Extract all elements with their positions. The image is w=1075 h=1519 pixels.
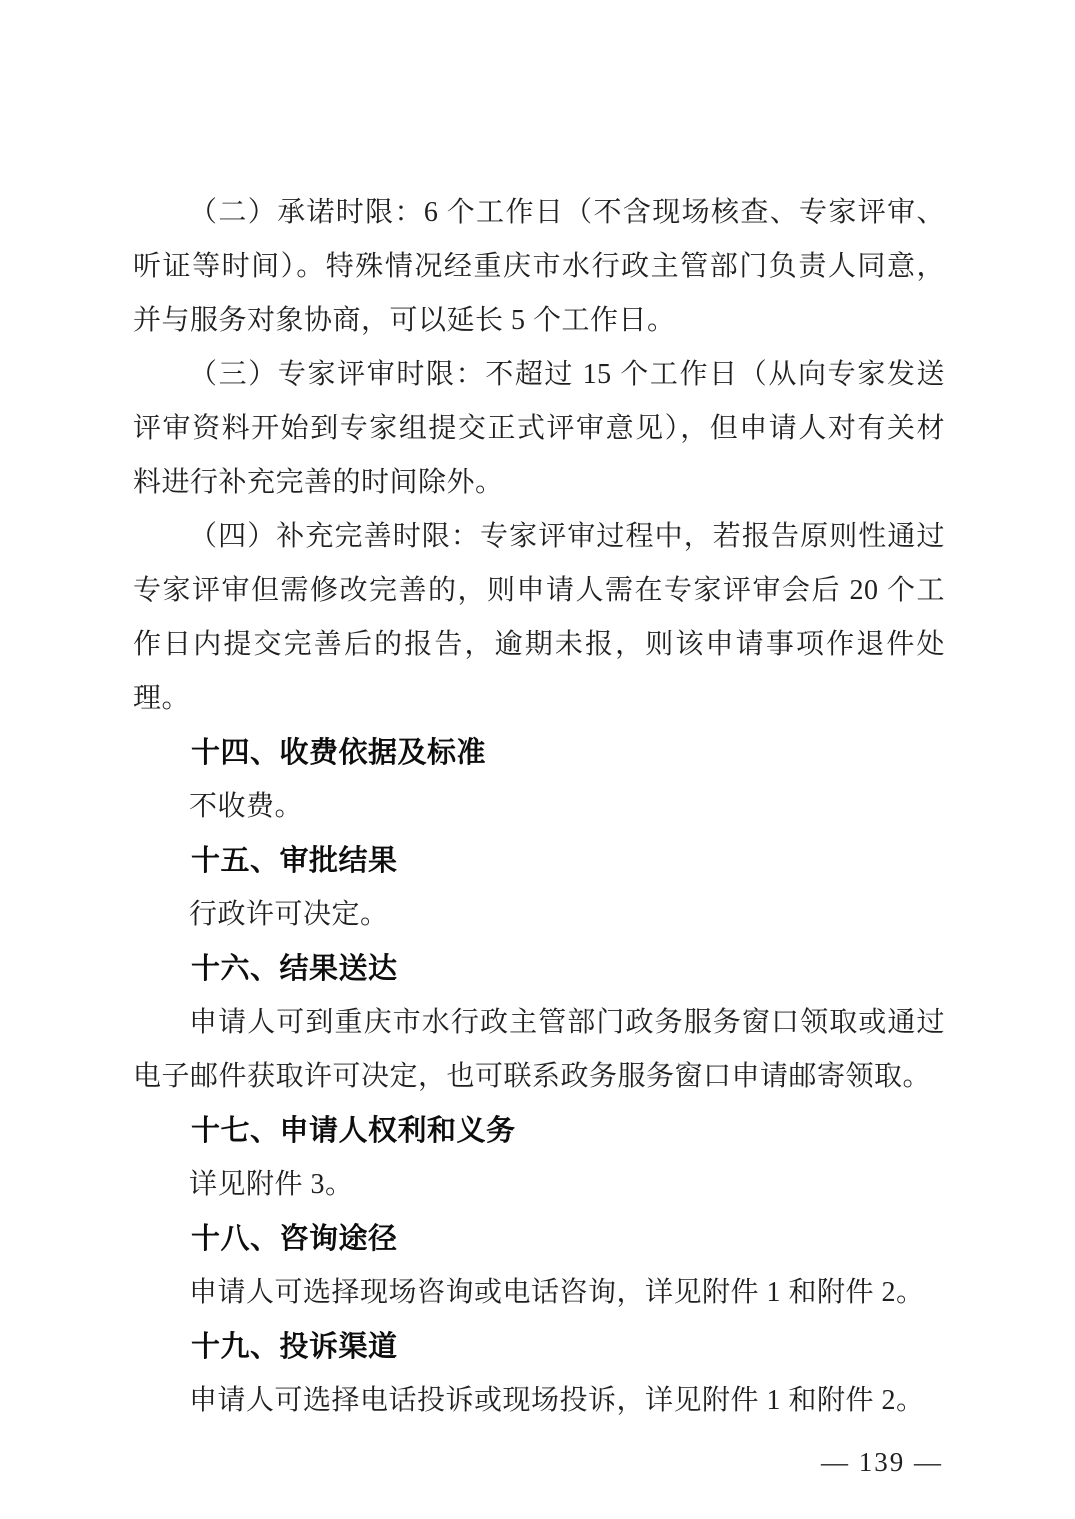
paragraph-commitment-deadline: （二）承诺时限：6 个工作日（不含现场核查、专家评审、听证等时间）。特殊情况经重庆市水行政主管部门负责人同意，并与服务对象协商，可以延长 5 个工作日。 <box>133 197 945 336</box>
section-heading-result-delivery: 十六、结果送达 <box>191 953 398 985</box>
paragraph-supplement-deadline: （四）补充完善时限：专家评审过程中，若报告原则性通过专家评审但需修改完善的，则申请人需在专家评审会后 20 个工作日内提交完善后的报告，逾期未报，则该申请事项作退件处理。 <box>133 521 945 714</box>
paragraph-result-delivery: 申请人可到重庆市水行政主管部门政务服务窗口领取或通过电子邮件获取许可决定，也可联系政务服务窗口申请邮寄领取。 <box>133 1007 945 1092</box>
section-heading-approval-result: 十五、审批结果 <box>191 845 398 877</box>
page-number: — 139 — <box>821 1447 943 1477</box>
paragraph-consultation-channels: 申请人可选择现场咨询或电话咨询，详见附件 1 和附件 2。 <box>189 1277 925 1308</box>
section-heading-consultation-channels: 十八、咨询途径 <box>191 1223 398 1255</box>
section-heading-fee-basis: 十四、收费依据及标准 <box>191 737 487 769</box>
section-heading-applicant-rights: 十七、申请人权利和义务 <box>191 1115 516 1147</box>
document-body <box>133 186 945 1482</box>
paragraph-applicant-rights: 详见附件 3。 <box>189 1169 354 1200</box>
paragraph-expert-review-deadline: （三）专家评审时限：不超过 15 个工作日（从向专家发送评审资料开始到专家组提交正式评审意见），但申请人对有关材料进行补充完善的时间除外。 <box>133 359 945 498</box>
section-heading-complaint-channels: 十九、投诉渠道 <box>191 1331 398 1363</box>
paragraph-approval-result: 行政许可决定。 <box>189 899 389 930</box>
paragraph-fee-basis: 不收费。 <box>189 791 304 822</box>
paragraph-complaint-channels: 申请人可选择电话投诉或现场投诉，详见附件 1 和附件 2。 <box>189 1385 925 1416</box>
